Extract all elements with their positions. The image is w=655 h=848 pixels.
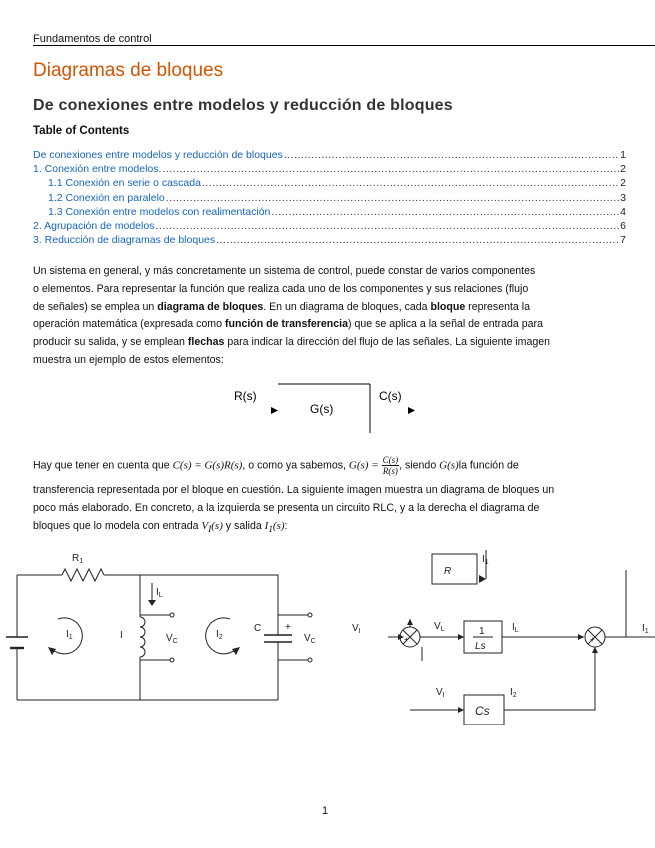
toc-label: 1. Conexión entre modelos. (33, 163, 162, 176)
toc-label: 3. Reducción de diagramas de bloques (33, 234, 216, 247)
i1-label: $I_1$ (482, 554, 489, 566)
toc-leader (284, 148, 619, 162)
text-run: bloques que lo modela con entrada (33, 519, 202, 532)
toc-page: 7 (620, 234, 626, 247)
text-run: Un sistema en general, y más concretamente un sistema de control, puede constar de varios componentes (33, 265, 536, 277)
resistor-label: $R_1$ (72, 553, 84, 565)
toc-label: 1.2 Conexión en paralelo (48, 191, 165, 204)
rlc-paragraph (33, 482, 623, 539)
text-run: muestra un ejemplo de estos elementos: (33, 353, 224, 366)
toc-link[interactable] (33, 162, 626, 176)
text-run: representa la (465, 300, 531, 313)
intro-paragraph (33, 263, 623, 370)
math-symbol: (s) (211, 519, 223, 532)
inline-equation (201, 520, 222, 532)
r-block-label: R (444, 566, 452, 577)
inline-equation (265, 520, 285, 532)
text-run: transferencia representada por el bloque en cuestión. La siguiente imagen muestra un diagrama de bloques un (33, 484, 555, 496)
fraction-denominator: Ls (475, 641, 486, 652)
toc-heading: Table of Contents (33, 125, 130, 137)
text-run: de señales) se emplea un (33, 300, 158, 313)
toc-link[interactable] (33, 219, 626, 233)
text-run: operación matemática (expresada como (33, 318, 225, 331)
input-label: R(s) (234, 389, 257, 403)
toc-leader (155, 219, 619, 233)
toc-page: 2 (620, 177, 626, 190)
vc-label: $V_C$ (304, 633, 316, 645)
math-subscript: 1 (268, 523, 273, 534)
inline-equation: C(s) = G(s)R(s) (172, 459, 243, 472)
toc-label: 1.1 Conexión en serie o cascada (48, 177, 201, 190)
bold-term: diagrama de bloques (157, 300, 264, 313)
simple-block-diagram (225, 376, 425, 438)
loop2-label: $I_2$ (216, 629, 223, 641)
output-label: C(s) (379, 389, 402, 403)
page-number: 1 (322, 805, 329, 817)
inductor-coil (140, 617, 145, 657)
table-of-contents (33, 148, 626, 247)
math-subscript: I (208, 523, 212, 534)
vl-label: $V_L$ (434, 621, 445, 633)
inline-equation: G(s) (439, 459, 459, 472)
toc-page: 4 (620, 205, 626, 218)
text-run: para indicar la dirección del flujo de las señales. La siguiente imagen (224, 336, 551, 349)
toc-link[interactable] (33, 191, 626, 205)
fraction-numerator: C(s) (382, 455, 399, 465)
arrow-head (148, 600, 156, 606)
toc-leader (166, 191, 619, 205)
rlc-circuit-figure (0, 545, 330, 710)
resistor-symbol (62, 569, 104, 581)
text-run: , o como ya sabemos, (242, 459, 349, 472)
text-run: producir su salida, y se emplean (33, 336, 188, 349)
toc-page: 3 (620, 191, 626, 204)
text-run: o elementos. Para representar la función que realiza cada uno de los componentes y sus relaciones (flujo (33, 282, 529, 295)
arrow-head (458, 634, 464, 640)
toc-label: 1.3 Conexión entre modelos con realimentación (48, 205, 271, 218)
text-run: : (284, 519, 288, 532)
r-block (432, 554, 477, 584)
text-run: la función de (458, 459, 519, 472)
cs-block-label: Cs (475, 704, 490, 718)
arrow-head (592, 647, 598, 653)
toc-label: De conexiones entre modelos y reducción de bloques (33, 149, 283, 161)
math-symbol: (s) (272, 519, 285, 532)
equation-paragraph (33, 455, 623, 476)
toc-leader (202, 176, 619, 190)
terminal (308, 658, 312, 662)
bold-term: bloque (430, 300, 466, 313)
wire (104, 575, 278, 615)
toc-link[interactable] (33, 233, 626, 247)
loop1-label: $I_1$ (66, 629, 73, 641)
inductor-label: I (120, 630, 123, 641)
fraction (382, 455, 400, 476)
toc-leader (162, 162, 619, 176)
i2-label: $I_2$ (510, 687, 517, 699)
toc-link[interactable] (33, 205, 626, 219)
fraction-denominator: R(s) (382, 466, 398, 476)
bold-term: función de transferencia (224, 318, 349, 331)
section-subtitle: De conexiones entre modelos y reducción de bloques (33, 97, 453, 114)
vi-input-label: $V_I$ (352, 623, 361, 635)
fraction-numerator: 1 (479, 626, 485, 637)
toc-link[interactable] (33, 176, 626, 190)
i1-output-label: $I_1$ (642, 623, 649, 635)
toc-leader (216, 233, 619, 247)
capacitor-label: C (254, 623, 262, 634)
terminal (170, 613, 174, 617)
toc-page: 6 (620, 219, 626, 232)
text-run: poco más elaborado. En concreto, a la izquierda se presenta un circuito RLC, y a la derecha el diagrama de (33, 501, 540, 514)
toc-link[interactable] (33, 148, 626, 162)
il-label: $I_L$ (512, 622, 519, 634)
running-header: Fundamentos de control (33, 33, 152, 45)
plus-sign: + (285, 622, 291, 633)
input-arrow (271, 407, 278, 414)
toc-label: 2. Agrupación de modelos (33, 219, 155, 232)
terminal (170, 658, 174, 662)
text-run: . En un diagrama de bloques, cada (263, 300, 431, 313)
vc-label: $V_C$ (166, 633, 178, 645)
vi-label: $V_I$ (436, 687, 445, 699)
text-run: , siendo (399, 459, 440, 472)
bold-term: flechas (187, 336, 225, 349)
math-symbol: V (201, 519, 209, 532)
toc-page: 1 (620, 149, 626, 161)
block-label: G(s) (310, 402, 334, 416)
output-arrow (408, 407, 415, 414)
junction-plus: + (590, 635, 595, 644)
text-run: ) que se aplica a la señal de entrada para (348, 318, 543, 331)
terminal (308, 613, 312, 617)
inline-equation: G(s) = (348, 459, 379, 472)
arrow-head (578, 634, 584, 640)
junction-plus: + (404, 635, 409, 644)
current-l-label: $I_L$ (156, 587, 163, 599)
toc-page: 2 (620, 163, 626, 176)
arrow-head (458, 707, 464, 713)
header-rule (33, 45, 655, 46)
arrow-head (479, 575, 486, 583)
toc-leader (271, 205, 619, 219)
page-title: Diagramas de bloques (33, 60, 224, 81)
math-symbol: I (264, 519, 269, 532)
rlc-block-diagram (340, 545, 655, 725)
wire (504, 647, 595, 710)
text-run: Hay que tener en cuenta que (33, 459, 173, 472)
text-run: y salida (222, 519, 265, 532)
